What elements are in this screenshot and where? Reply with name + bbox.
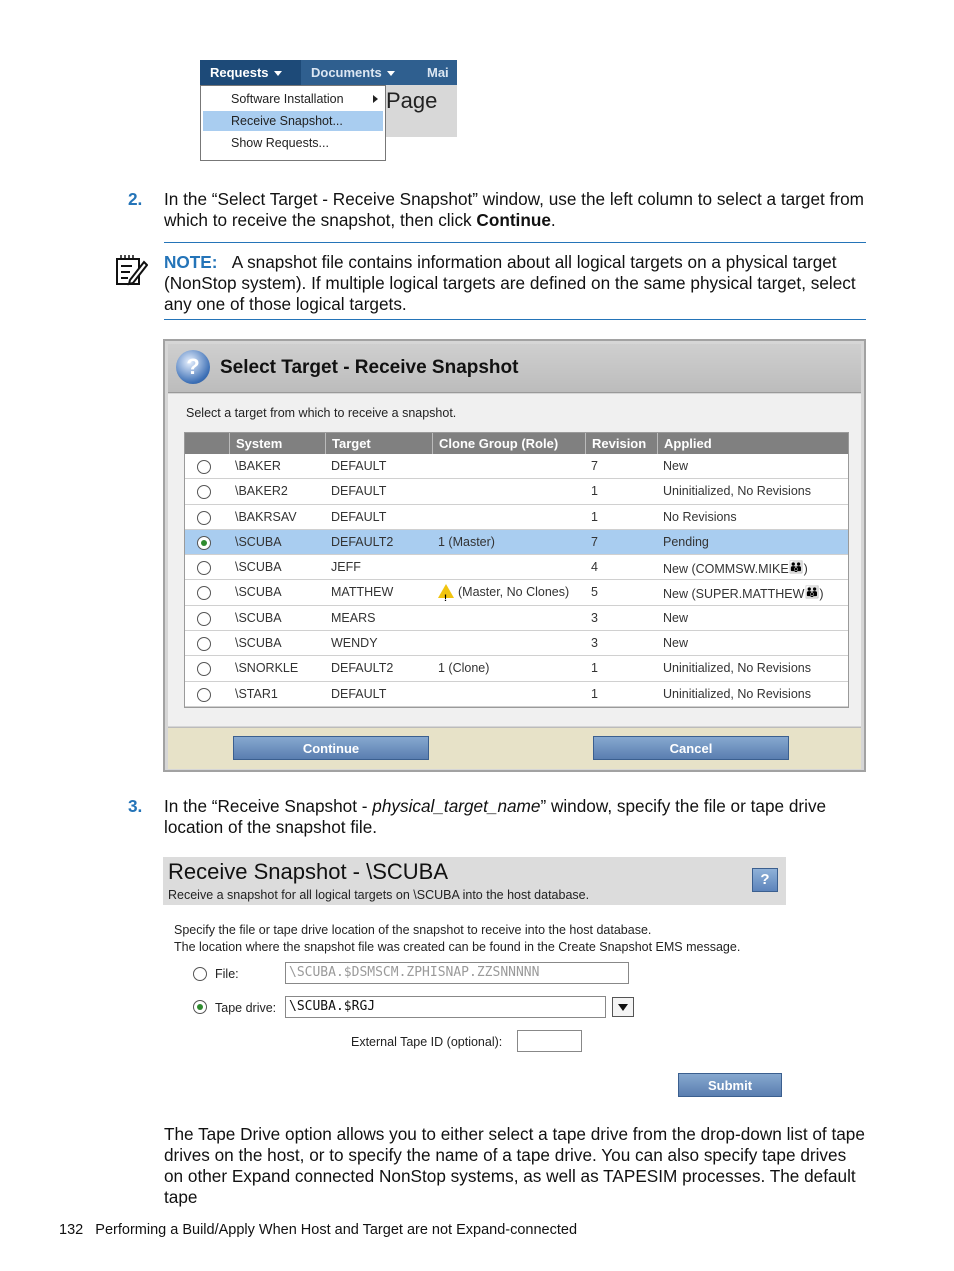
page-number: 132 [59, 1222, 84, 1238]
cell-target: MEARS [331, 610, 376, 625]
cell-target: DEFAULT2 [331, 661, 394, 676]
cell-system: \STAR1 [235, 686, 278, 701]
cell-clone-group [432, 631, 438, 656]
menu-item-show-requests[interactable]: Show Requests... [231, 136, 329, 150]
table-row[interactable] [185, 656, 848, 681]
window-title: Select Target - Receive Snapshot [220, 357, 519, 378]
cell-revision: 1 [591, 509, 598, 524]
cell-revision: 1 [591, 484, 598, 499]
file-input[interactable]: \SCUBA.$DSMSCM.ZPHISNAP.ZZSNNNNN [285, 962, 629, 984]
row-radio[interactable] [197, 612, 211, 626]
cell-revision: 4 [591, 560, 598, 575]
note-icon [114, 253, 148, 291]
menu-screenshot [200, 60, 457, 161]
instruction-text: Select a target from which to receive a snapshot. [186, 406, 457, 420]
note-text: NOTE: A snapshot file contains information about all logical targets on a physical target (NonStop system). If multiple logical targets are defined on the same physical target, select any one of those logical targets. [164, 252, 856, 314]
help-icon: ? [176, 350, 210, 384]
page-footer [59, 1222, 577, 1238]
cell-target: JEFF [331, 560, 361, 575]
warning-icon [438, 584, 454, 598]
cell-target: DEFAULT [331, 686, 387, 701]
cell-system: \BAKER [235, 459, 281, 473]
step-text: In the “Select Target - Receive Snapshot” window, use the left column to select a target from which to receive the snapshot, then click Continue. [164, 189, 864, 230]
requests-dropdown [200, 85, 386, 161]
footer-title: Performing a Build/Apply When Host and Target are not Expand-connected [95, 1222, 578, 1238]
continue-button[interactable]: Continue [233, 736, 429, 760]
menu-requests[interactable]: Requests [200, 60, 301, 85]
cell-system: \BAKRSAV [235, 509, 297, 524]
cell-system: \SCUBA [235, 585, 282, 600]
window-subtitle: Receive a snapshot for all logical targets on \SCUBA into the host database. [168, 888, 590, 902]
chevron-down-icon [274, 71, 282, 76]
cancel-button[interactable]: Cancel [593, 736, 789, 760]
cell-clone-group [432, 505, 438, 530]
select-target-window [163, 339, 866, 772]
cell-system: \SCUBA [235, 636, 282, 651]
cell-clone-group [432, 606, 438, 631]
cell-clone-group [432, 555, 438, 580]
help-button[interactable]: ? [752, 868, 778, 892]
row-radio[interactable] [197, 586, 211, 600]
chevron-right-icon [373, 95, 378, 103]
cell-applied: New [663, 459, 689, 473]
table-row[interactable] [185, 555, 848, 580]
cell-clone-group: ! (Master, No Clones) [432, 580, 569, 605]
cell-revision: 3 [591, 610, 598, 625]
row-radio[interactable] [197, 511, 211, 525]
tape-drive-input[interactable]: \SCUBA.$RGJ [285, 996, 606, 1018]
window-header [163, 857, 786, 905]
cell-system: \SCUBA [235, 534, 282, 549]
row-radio[interactable] [197, 485, 211, 499]
cell-applied: Pending [663, 534, 709, 549]
dropdown-arrow-icon[interactable] [612, 997, 634, 1017]
note-rule-bottom [164, 319, 866, 320]
cell-target: WENDY [331, 636, 378, 651]
table-row[interactable] [185, 505, 848, 530]
table-row[interactable] [185, 580, 848, 605]
external-tape-input[interactable] [517, 1030, 582, 1052]
table-row[interactable] [185, 454, 848, 479]
cell-clone-group: 1 (Master) [438, 534, 495, 549]
cell-revision: 7 [591, 459, 598, 473]
row-radio[interactable] [197, 536, 211, 550]
page-text: Page [386, 88, 438, 113]
row-radio[interactable] [197, 662, 211, 676]
cell-applied: Uninitialized, No Revisions [663, 661, 811, 676]
cell-system: \SCUBA [235, 610, 282, 625]
row-radio[interactable] [197, 688, 211, 702]
menu-item-receive-snapshot[interactable]: Receive Snapshot... [203, 111, 383, 131]
tape-drive-radio[interactable] [193, 1000, 207, 1014]
external-tape-label: External Tape ID (optional): [351, 1035, 503, 1049]
user-group-icon: 👪 [788, 560, 804, 575]
column-applied[interactable]: Applied [657, 433, 850, 454]
step-number: 3. [128, 796, 143, 816]
table-row[interactable] [185, 606, 848, 631]
column-clone-group[interactable]: Clone Group (Role) [432, 433, 585, 454]
instruction-line-2: The location where the snapshot file was created can be found in the Create Snapshot EMS message. [174, 940, 741, 954]
window-title: Receive Snapshot - \SCUBA [168, 859, 449, 884]
cell-system: \BAKER2 [235, 484, 288, 499]
cell-target: DEFAULT [331, 459, 387, 473]
note-rule-top [164, 242, 866, 243]
cell-revision: 7 [591, 534, 598, 549]
cell-revision: 1 [591, 661, 598, 676]
cell-system: \SNORKLE [235, 661, 299, 676]
row-radio[interactable] [197, 637, 211, 651]
window-footer [168, 727, 861, 769]
column-target[interactable]: Target [325, 433, 432, 454]
table-row[interactable] [185, 682, 848, 707]
chevron-down-icon [387, 71, 395, 76]
menu-item-software-installation[interactable]: Software Installation [203, 89, 383, 109]
table-row[interactable] [185, 530, 848, 555]
table-row[interactable] [185, 631, 848, 656]
cell-target: MATTHEW [331, 585, 394, 600]
cell-revision: 1 [591, 686, 598, 701]
menu-main[interactable]: Mai [427, 65, 449, 80]
row-radio[interactable] [197, 561, 211, 575]
cell-applied: New [663, 636, 689, 651]
user-group-icon: 👪 [804, 585, 820, 600]
cell-applied: New (SUPER.MATTHEW👪) [657, 580, 824, 605]
window-header [168, 344, 861, 393]
file-radio[interactable] [193, 967, 207, 981]
row-radio[interactable] [197, 460, 211, 474]
menu-bar [200, 60, 457, 85]
cell-applied: Uninitialized, No Revisions [663, 484, 811, 499]
cell-system: \SCUBA [235, 560, 282, 575]
file-label: File: [215, 967, 239, 981]
instruction-line-1: Specify the file or tape drive location of the snapshot to receive into the host database. [174, 923, 652, 937]
cell-clone-group: 1 (Clone) [438, 661, 490, 676]
cell-revision: 5 [591, 585, 598, 600]
table-header [185, 433, 848, 454]
table-row[interactable] [185, 479, 848, 504]
column-system[interactable]: System [229, 433, 325, 454]
cell-applied: New (COMMSW.MIKE👪) [657, 555, 808, 580]
cell-target: DEFAULT2 [331, 534, 394, 549]
menu-documents[interactable]: Documents [301, 60, 417, 85]
cell-clone-group [432, 454, 438, 479]
submit-button[interactable]: Submit [678, 1073, 782, 1097]
step-text: In the “Receive Snapshot - physical_target_name” window, specify the file or tape drive location of the snapshot file. [164, 796, 827, 837]
body-paragraph: The Tape Drive option allows you to either select a tape drive from the drop-down list of tape drives on the host, or to specify the name of a tape drive. You can also specify tape drives on other Expand connected NonStop systems, as well as TAPESIM processes. The default tape [164, 1124, 865, 1207]
table-rows [185, 454, 848, 707]
window-body [168, 394, 861, 726]
tape-drive-label: Tape drive: [215, 1001, 277, 1015]
cell-applied: New [663, 610, 689, 625]
cell-applied: No Revisions [663, 509, 737, 524]
receive-snapshot-window [163, 857, 786, 1105]
column-revision[interactable]: Revision [585, 433, 657, 454]
cell-applied: Uninitialized, No Revisions [663, 686, 811, 701]
cell-revision: 3 [591, 636, 598, 651]
cell-target: DEFAULT [331, 509, 387, 524]
targets-table [184, 432, 849, 708]
cell-clone-group [432, 682, 438, 707]
cell-clone-group [432, 479, 438, 504]
step-number: 2. [128, 189, 143, 209]
cell-target: DEFAULT [331, 484, 387, 499]
